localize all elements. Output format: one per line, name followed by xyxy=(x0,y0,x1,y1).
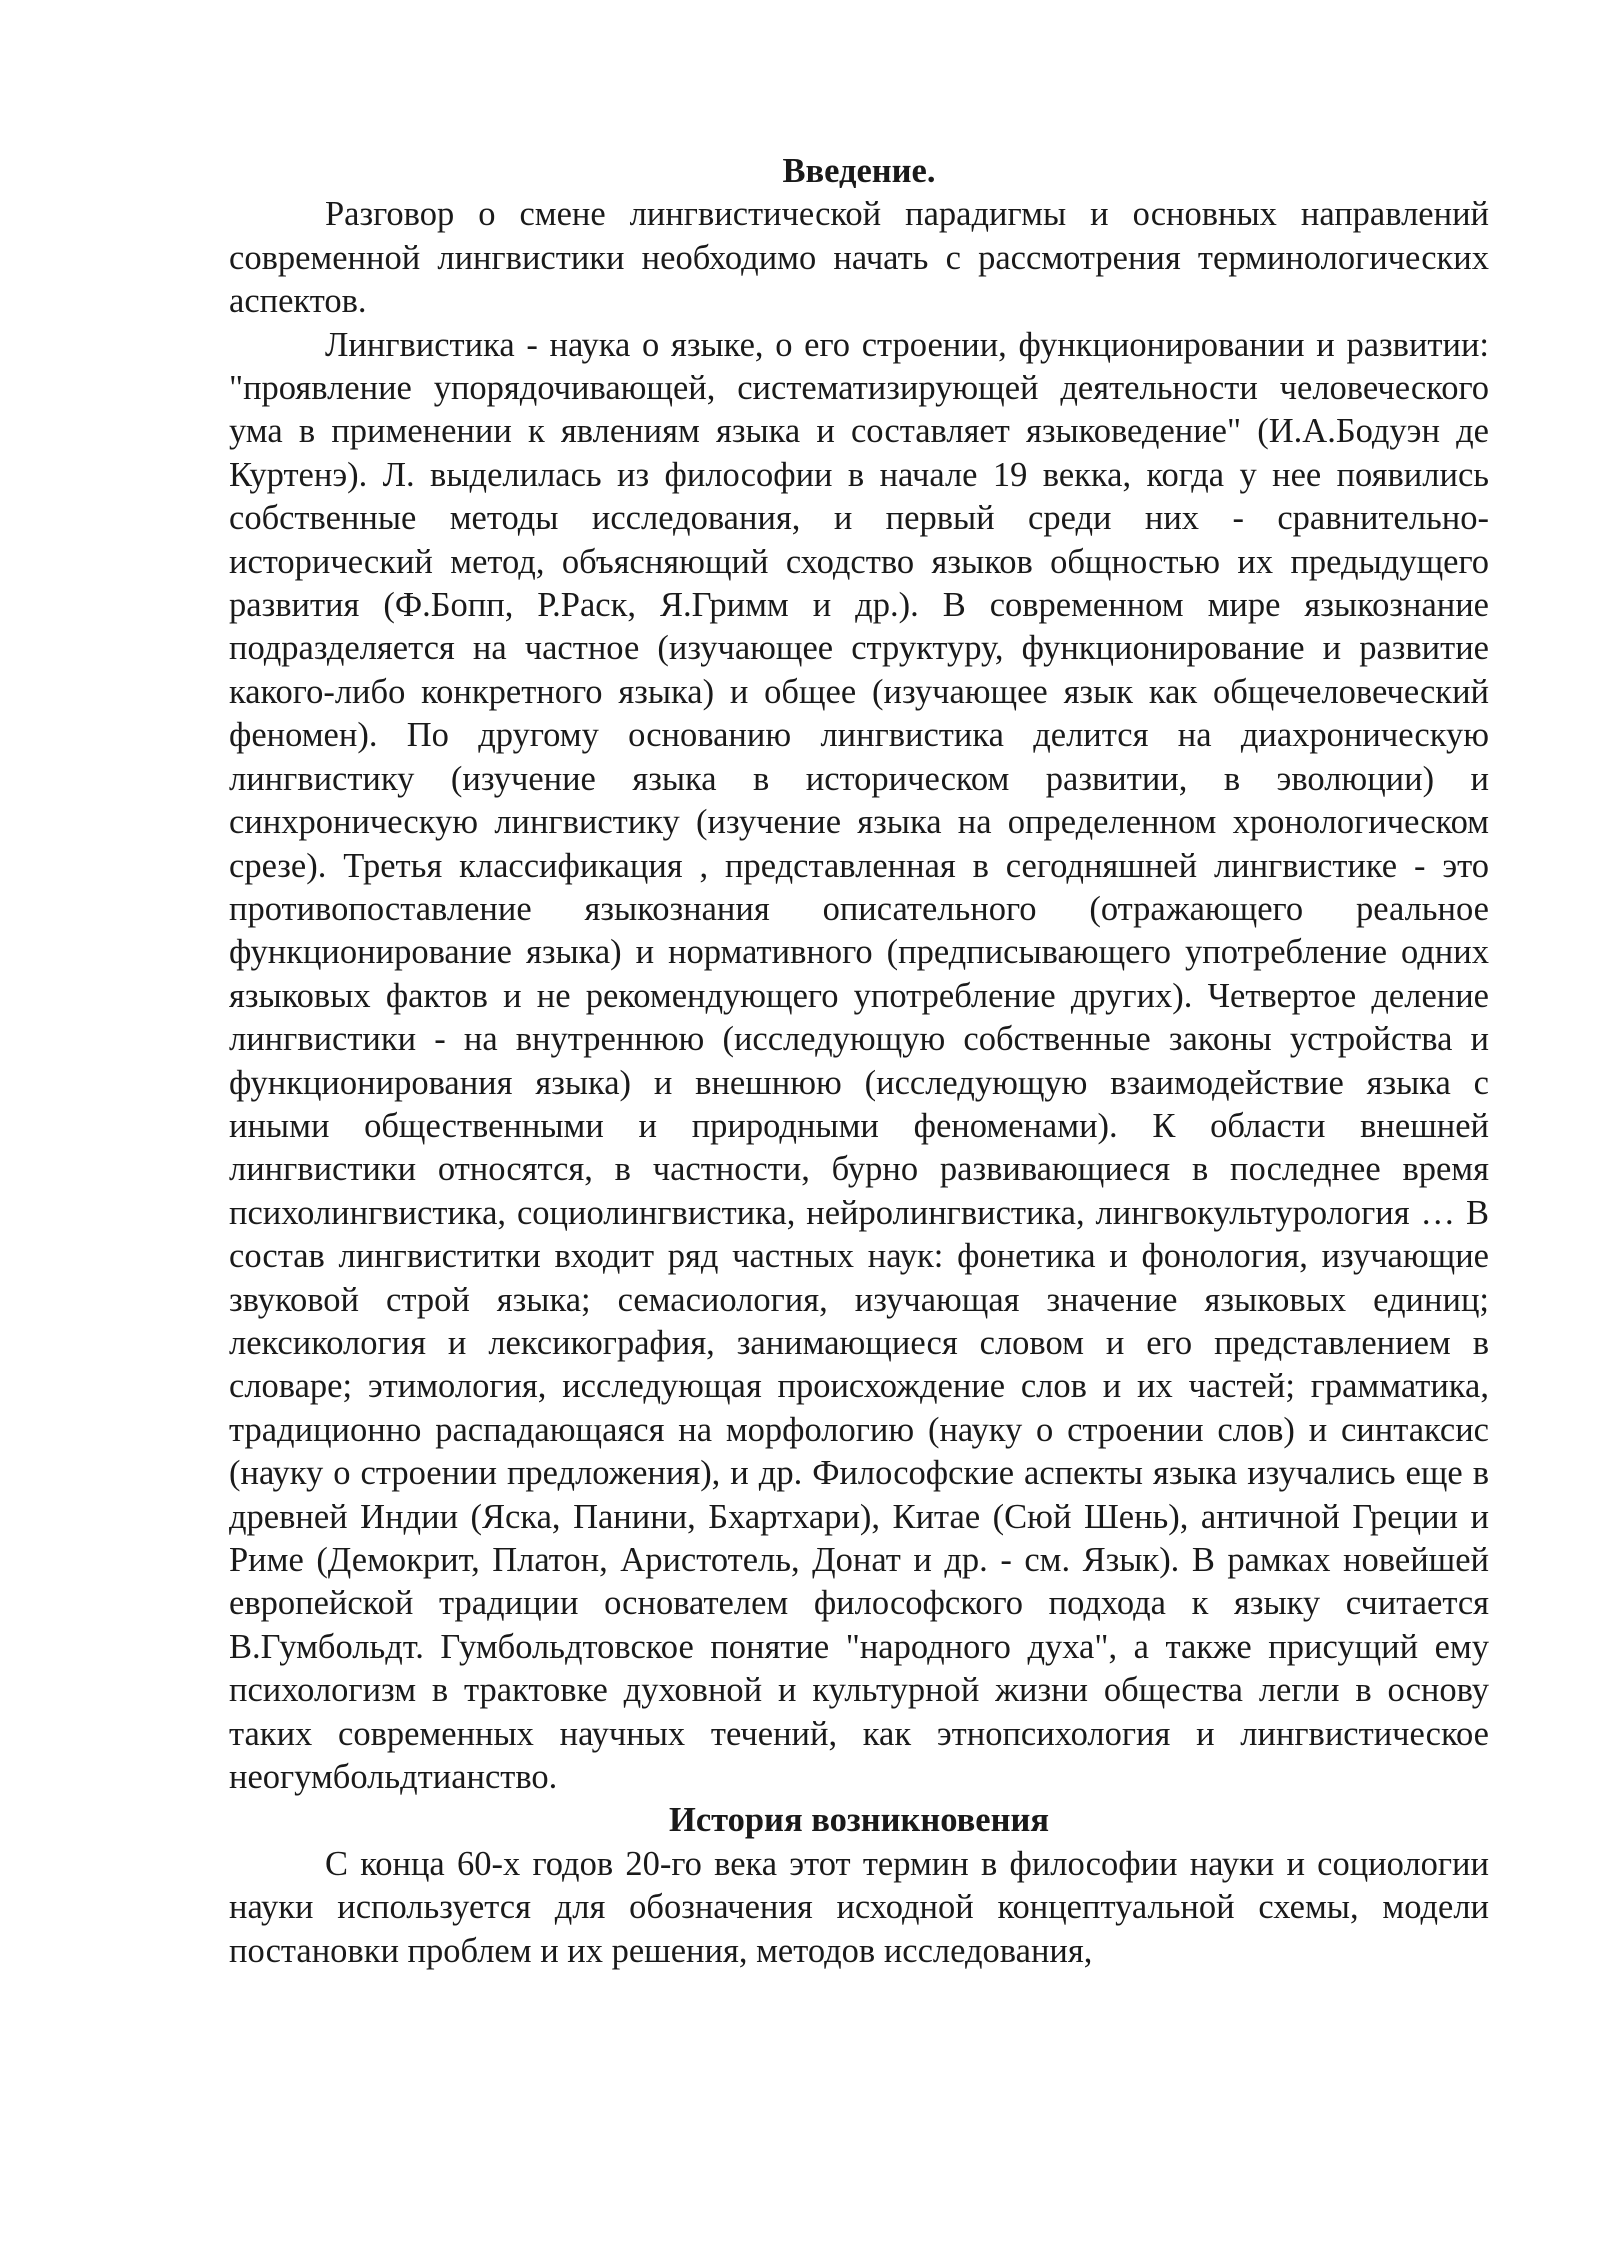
section-heading-history: История возникновения xyxy=(668,1801,1050,1840)
section-heading-introduction: Введение. xyxy=(782,152,936,190)
document-page xyxy=(229,150,1489,1973)
paragraph-history: С конца 60-х годов 20-го века этот термин в философии науки и социологии науки используется для обозначения исходной концептуальной схемы, модели постановки проблем и их решения, методов исследования, xyxy=(229,1844,1489,1970)
paragraph-intro: Разговор о смене лингвистической парадигмы и основных направлений современной лингвистики необходимо начать с рассмотрения терминологических аспектов. xyxy=(229,195,1489,321)
paragraph-linguistics-definition: Лингвистика - наука о языке, о его строении, функционировании и развитии: "проявление упорядочивающей, систематизирующей деятельности человеческого ума в применении к явлениям языка и составляет языковедение" (И.А.Бодуэн де Куртенэ). Л. выделилась из философии в начале 19 векка, когда у нее появились собственные методы исследования, и первый среди них - сравнительно-исторический метод, объясняющий сходство языков общностью их предыдущего развития (Ф.Бопп, Р.Раск, Я.Гримм и др.). В современном мире языкознание подразделяется на частное (изучающее структуру, функционирование и развитие какого-либо конкретного языка) и общее (изучающее язык как общечеловеческий феномен). По другому основанию лингвистика делится на диахроническую лингвистику (изучение языка в историческом развитии, в эволюции) и синхроническую лингвистику (изучение языка на определенном хронологическом срезе). Третья классификация , представленная в сегодняшней лингвистике - это противопоставление языкознания описательного (отражающего реальное функционирование языка) и нормативного (предписывающего употребление одних языковых фактов и не рекомендующего употребление других). Четвертое деление лингвистики - на внутреннюю (исследующую собственные законы устройства и функционирования языка) и внешнюю (исследующую взаимодействие языка с иными общественными и природными феноменами). К области внешней лингвистики относятся, в частности, бурно развивающиеся в последнее время психолингвистика, социолингвистика, нейролингвистика, лингвокультурология … В состав лингвиститки входит ряд частных наук: фонетика и фонология, изучающие звуковой строй языка; семасиология, изучающая значение языковых единиц; лексикология и лексикография, занимающиеся словом и его представлением в словаре; этимология, исследующая происхождение слов и их частей; грамматика, традиционно распадающаяся на морфологию (науку о строении слов) и синтаксис (науку о строении предложения), и др. Философские аспекты языка изучались еще в древней Индии (Яска, Панини, Бхартхари), Китае (Сюй Шень), античной Греции и Риме (Демокрит, Платон, Аристотель, Донат и др. - см. Язык). В рамках новейшей европейской традиции основателем философского подхода к языку считается В.Гумбольдт. Гумбольдтовское понятие "народного духа", а также присущий ему психологизм в трактовке духовной и культурной жизни общества легли в основу таких современных научных течений, как этнопсихология и лингвистическое неогумбольдтианство. xyxy=(229,325,1489,1797)
